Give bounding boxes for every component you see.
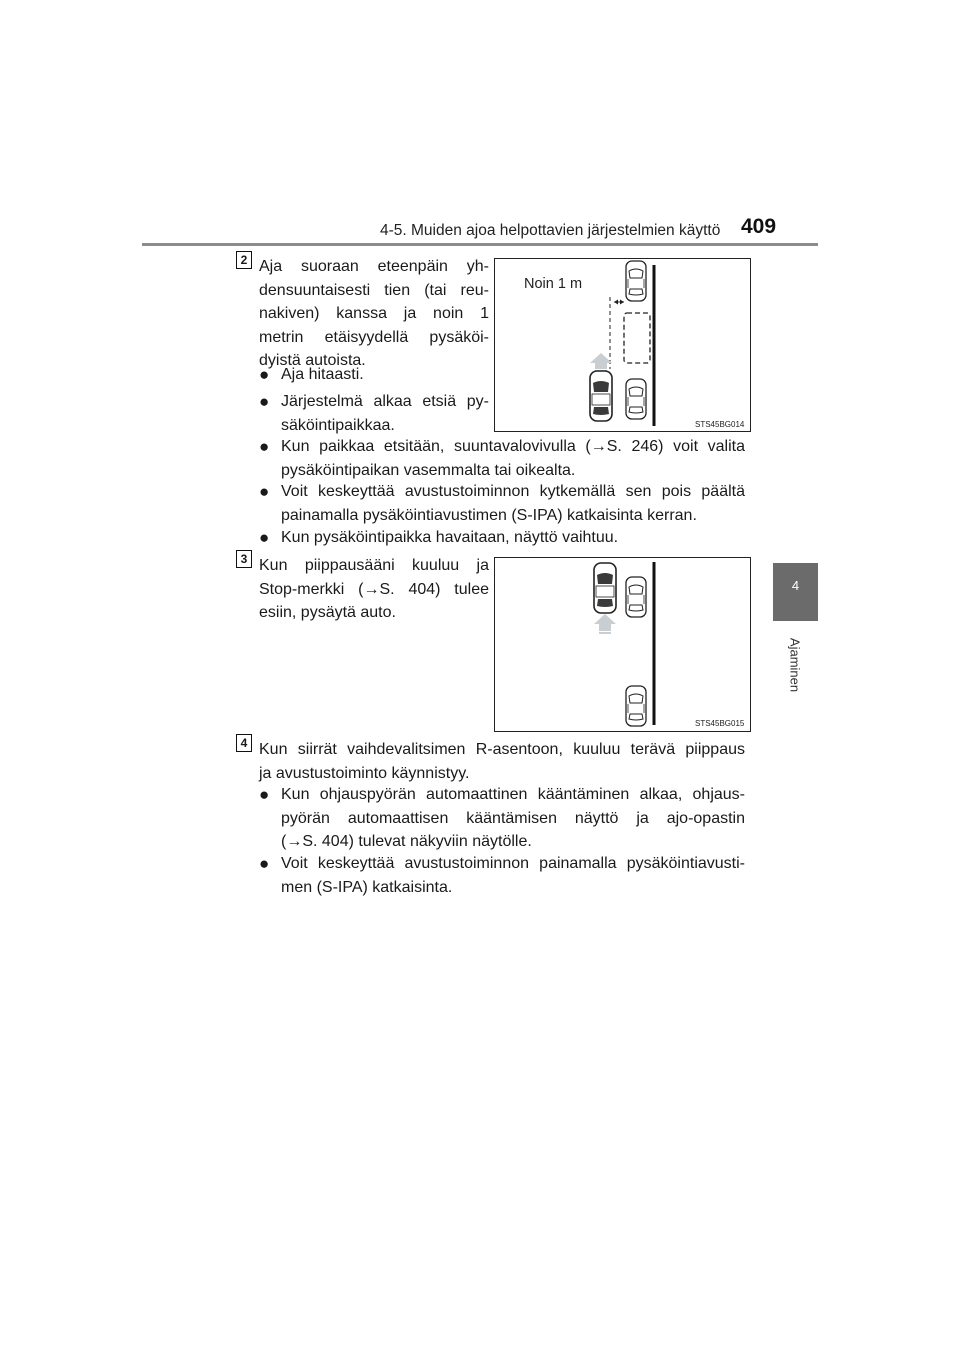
bullet-icon: ●	[259, 528, 270, 547]
step2-instruction	[259, 255, 489, 373]
step4-bullet-2	[281, 852, 745, 899]
bullet-icon: ●	[259, 437, 270, 456]
step-number-4: 4	[236, 734, 252, 752]
distance-label: Noin 1 m	[524, 276, 583, 292]
text-line: Aja suoraan eteenpäin yh-	[259, 258, 489, 275]
parked-car-front	[626, 577, 646, 617]
text-line: Kun pysäköintipaikka havaitaan, näyttö vaihtuu.	[281, 529, 619, 546]
chapter-tab-label-wrap	[783, 630, 807, 700]
text-line: Stop-merkki (→S. 404) tulee	[259, 580, 489, 598]
chapter-section-title: 4-5. Muiden ajoa helpottavien järjestelmien käyttö	[380, 222, 721, 239]
arrow-up-icon	[590, 353, 612, 369]
text-line: metrin etäisyydellä pysäköi-	[259, 328, 489, 346]
parking-search-illustration	[494, 258, 751, 432]
chapter-tab-label: Ajaminen	[787, 637, 803, 693]
text-line: nakiven) kanssa ja noin 1	[259, 305, 489, 322]
text-line: Voit keskeyttää avustustoiminnon kytkemällä sen pois päältä	[281, 483, 745, 500]
step2-bullet-5	[281, 526, 745, 550]
parked-car-rear	[626, 379, 646, 419]
text-line: Aja hitaasti.	[281, 366, 364, 383]
step2-bullet-4	[281, 480, 745, 527]
text-line: Kun piippausääni kuuluu ja	[259, 557, 489, 574]
step2-bullet-2	[281, 390, 489, 437]
bullet-icon: ●	[259, 854, 270, 873]
parked-car-front	[626, 261, 646, 301]
text-line: men (S-IPA) katkaisinta.	[281, 878, 453, 896]
text-line: pysäköintipaikan vasemmalta tai oikealta.	[281, 461, 576, 479]
figure-code: STS45BG015	[695, 719, 745, 728]
text-line: säköintipaikkaa.	[281, 416, 395, 434]
text-line: ja avustustoiminto käynnistyy.	[259, 764, 470, 782]
bullet-icon: ●	[259, 365, 270, 384]
step4-bullet-1	[281, 783, 745, 854]
step-number-2: 2	[236, 251, 252, 269]
parking-stop-illustration	[494, 557, 751, 732]
arrow-up-icon	[594, 614, 616, 631]
text-line: Voit keskeyttää avustustoiminnon painamalla pysäköintiavusti-	[281, 855, 745, 872]
text-line: (→S. 404) tulevat näkyviin näytölle.	[281, 833, 532, 850]
text-line: esiin, pysäytä auto.	[259, 604, 396, 621]
bullet-icon: ●	[259, 392, 270, 411]
parking-stop-diagram	[495, 558, 750, 731]
text-line: Kun paikkaa etsitään, suuntavalovivulla (→S. 246) voit valita	[281, 438, 745, 455]
text-line: pyörän automaattisen kääntämisen näyttö ja ajo-opastin	[281, 809, 745, 827]
step2-bullet-3	[281, 435, 745, 482]
step4-instruction	[259, 738, 745, 785]
text-line: painamalla pysäköintiavustimen (S-IPA) katkaisinta kerran.	[281, 506, 697, 524]
bullet-icon: ●	[259, 785, 270, 804]
step-number-3: 3	[236, 550, 252, 568]
header-divider	[142, 243, 818, 246]
text-line: Järjestelmä alkaa etsiä py-	[281, 393, 489, 410]
parking-space-outline	[624, 313, 650, 363]
parked-car-rear	[626, 686, 646, 726]
text-line: Kun siirrät vaihdevalitsimen R-asentoon, kuuluu terävä piippaus	[259, 741, 745, 758]
chapter-tab-number: 4	[791, 578, 800, 593]
text-line: Kun ohjauspyörän automaattinen kääntäminen alkaa, ohjaus-	[281, 786, 745, 803]
text-line: densuuntaisesti tien (tai reu-	[259, 281, 489, 299]
step3-instruction	[259, 554, 489, 625]
own-vehicle	[594, 563, 616, 613]
text-line: dyistä autoista.	[259, 352, 366, 369]
page-number: 409	[741, 215, 777, 238]
own-vehicle	[590, 371, 612, 421]
figure-code: STS45BG014	[695, 420, 745, 429]
step2-bullet-1	[281, 363, 489, 387]
bullet-icon: ●	[259, 482, 270, 501]
